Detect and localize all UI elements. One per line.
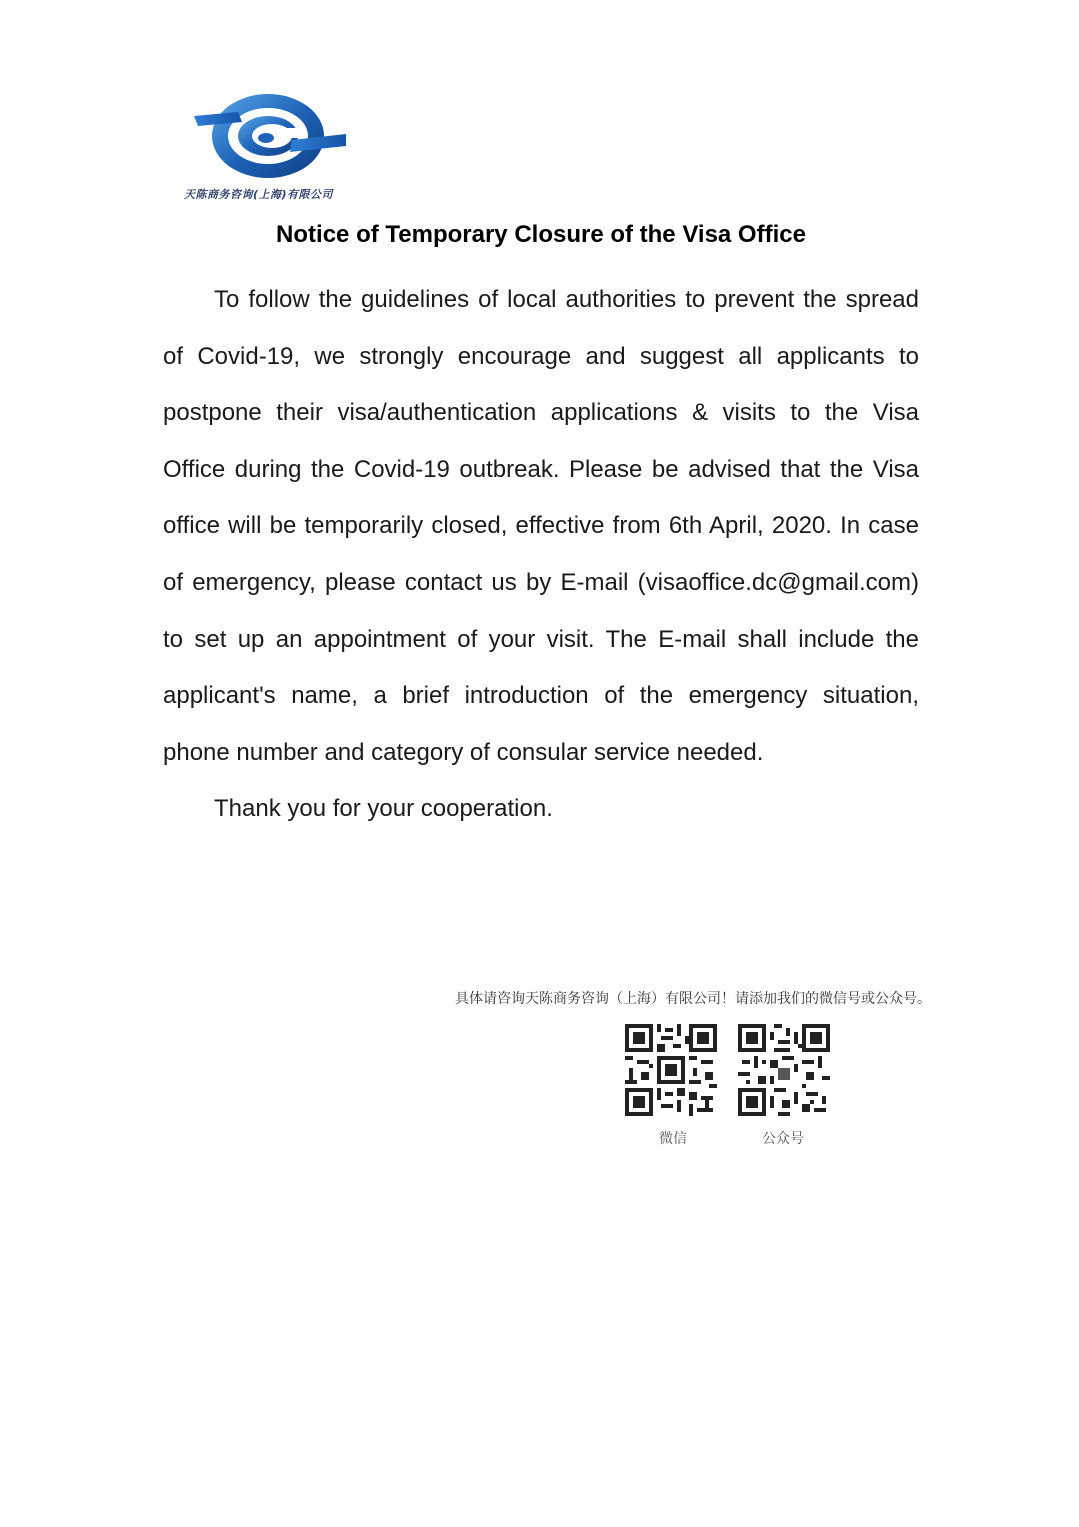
- public-account-qr-label: 公众号: [762, 1131, 804, 1147]
- wechat-qr-code: [625, 1024, 717, 1116]
- logo-caption: 天陈商务咨询(上海)有限公司: [184, 188, 334, 201]
- notice-body: [163, 272, 919, 838]
- qr-code-icon: [625, 1024, 717, 1116]
- company-logo-icon: [180, 82, 370, 192]
- wechat-qr-label: 微信: [659, 1131, 687, 1147]
- contact-caption: 具体请咨询天陈商务咨询（上海）有限公司！请添加我们的微信号或公众号。: [455, 991, 931, 1007]
- qr-code-icon: [738, 1024, 830, 1116]
- public-account-qr-code: [738, 1024, 830, 1116]
- notice-paragraph-thanks: Thank you for your cooperation.: [214, 795, 553, 823]
- notice-title: Notice of Temporary Closure of the Visa Office: [276, 221, 806, 248]
- notice-paragraph-main: To follow the guidelines of local authorities to prevent the spread of Covid-19, we strongly encourage and suggest all applicants to postpone their visa/authentication applications & visits to the Visa Office during the Covid-19 outbreak. Please be advised that the Visa office will be temporarily closed, effective from 6th April, 2020. In case of emergency, please contact us by E-mail (visaoffice.dc@gmail.com) to set up an appointment of your visit. The E-mail shall include the applicant's name, a brief introduction of the emergency situation, phone number and category of consular service needed.: [163, 286, 919, 766]
